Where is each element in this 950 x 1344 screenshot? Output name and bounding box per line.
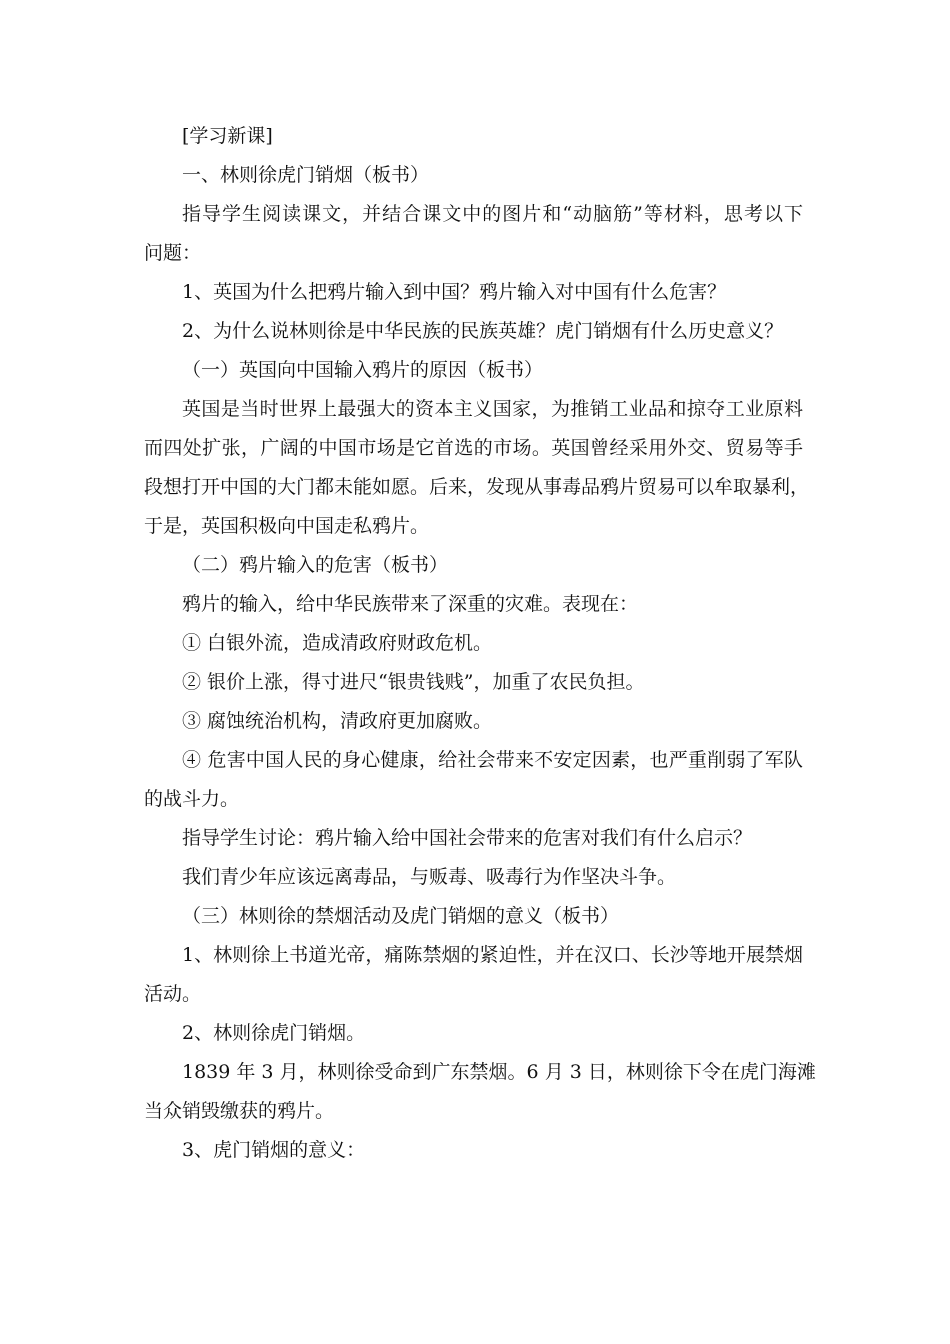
reasons-paragraph-line-2: 而四处扩张，广阔的中国市场是它首选的市场。英国曾经采用外交、贸易等手 xyxy=(144,437,803,459)
discussion-answer: 我们青少年应该远离毒品，与贩毒、吸毒行为作坚决斗争。 xyxy=(182,866,677,888)
ban-item-2: 2、林则徐虎门销烟。 xyxy=(182,1022,366,1044)
ban-item-2-detail-line-1: 1839 年 3 月，林则徐受命到广东禁烟。6 月 3 日，林则徐下令在虎门海滩 xyxy=(182,1061,816,1083)
harm-intro: 鸦片的输入，给中华民族带来了深重的灾难。表现在： xyxy=(182,593,639,615)
harm-point-4-line-1: ④ 危害中国人民的身心健康，给社会带来不安定因素，也严重削弱了军队 xyxy=(182,749,803,771)
reasons-paragraph-line-4: 于是，英国积极向中国走私鸦片。 xyxy=(144,515,430,537)
ban-item-1-line-2: 活动。 xyxy=(144,983,202,1005)
reasons-paragraph-line-3: 段想打开中国的大门都未能如愿。后来，发现从事毒品鸦片贸易可以牟取暴利， xyxy=(144,476,810,498)
harm-point-4-line-2: 的战斗力。 xyxy=(144,788,240,810)
harm-point-2: ② 银价上涨，得寸进尺“银贵钱贱”，加重了农民负担。 xyxy=(182,671,645,693)
guide-paragraph-line-2: 问题： xyxy=(144,242,202,264)
ban-item-3: 3、虎门销烟的意义： xyxy=(182,1139,366,1161)
ban-item-2-detail-line-2: 当众销毁缴获的鸦片。 xyxy=(144,1100,335,1122)
discussion-prompt: 指导学生讨论：鸦片输入给中国社会带来的危害对我们有什么启示？ xyxy=(182,827,753,849)
question-1: 1、英国为什么把鸦片输入到中国？鸦片输入对中国有什么危害？ xyxy=(182,281,727,303)
question-2: 2、为什么说林则徐是中华民族的民族英雄？虎门销烟有什么历史意义？ xyxy=(182,320,784,342)
guide-paragraph-line-1: 指导学生阅读课文，并结合课文中的图片和“动脑筋”等材料，思考以下 xyxy=(182,203,803,225)
reasons-paragraph-line-1: 英国是当时世界上最强大的资本主义国家，为推销工业品和掠夺工业原料 xyxy=(182,398,803,420)
harm-point-3: ③ 腐蚀统治机构，清政府更加腐败。 xyxy=(182,710,493,732)
subheading-opium-harm: （二）鸦片输入的危害（板书） xyxy=(182,554,449,576)
harm-point-1: ① 白银外流，造成清政府财政危机。 xyxy=(182,632,493,654)
ban-item-1-line-1: 1、林则徐上书道光帝，痛陈禁烟的紧迫性，并在汉口、长沙等地开展禁烟 xyxy=(182,944,803,966)
subheading-opium-reasons: （一）英国向中国输入鸦片的原因（板书） xyxy=(182,359,544,381)
subheading-ban-activities: （三）林则徐的禁烟活动及虎门销烟的意义（板书） xyxy=(182,905,620,927)
heading-lin-zexu-humen: 一、林则徐虎门销烟（板书） xyxy=(182,164,430,186)
section-header: [学习新课] xyxy=(182,125,273,147)
